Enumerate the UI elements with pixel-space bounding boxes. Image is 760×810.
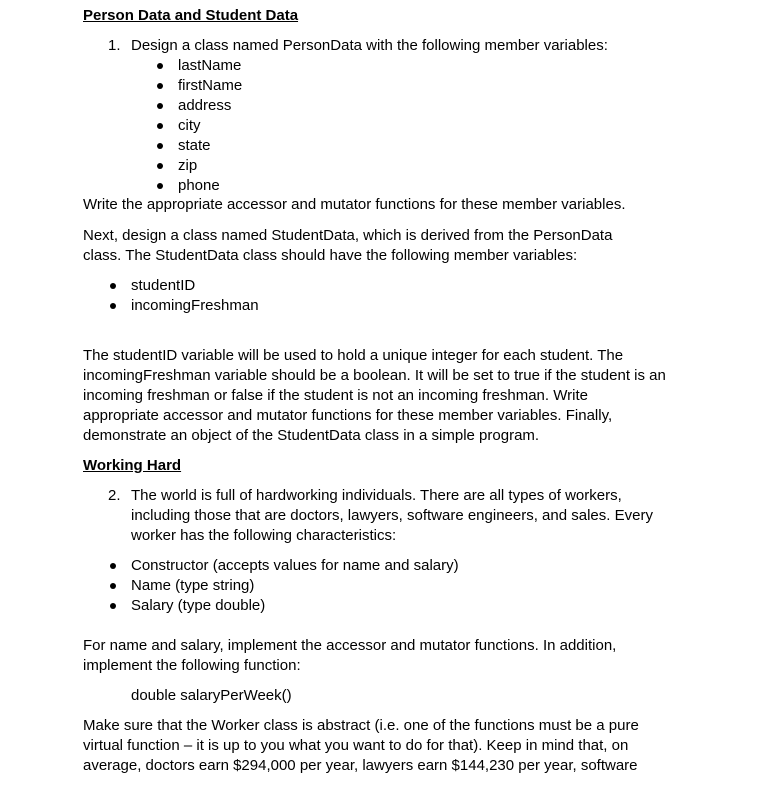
list-item: phone <box>178 177 220 194</box>
list-item: lastName <box>178 57 242 74</box>
paragraph-line: class. The StudentData class should have the following member variables: <box>83 247 578 264</box>
bullet-icon <box>157 123 163 129</box>
section-heading-person-data: Person Data and Student Data <box>83 7 299 24</box>
paragraph-line: Next, design a class named StudentData, which is derived from the PersonData <box>83 227 613 244</box>
bullet-icon <box>157 63 163 69</box>
bullet-icon <box>157 83 163 89</box>
paragraph-line: For name and salary, implement the accessor and mutator functions. In addition, <box>83 637 617 654</box>
paragraph-line: demonstrate an object of the StudentData class in a simple program. <box>83 427 540 444</box>
list-item: zip <box>178 157 198 174</box>
function-signature: double salaryPerWeek() <box>131 687 292 704</box>
bullet-icon <box>110 583 116 589</box>
bullet-icon <box>110 303 116 309</box>
list-item: incomingFreshman <box>131 297 259 314</box>
list-item-text: Design a class named PersonData with the following member variables: <box>131 37 608 54</box>
list-item: Salary (type double) <box>131 597 266 614</box>
list-item-text: including those that are doctors, lawyers, software engineers, and sales. Every <box>131 507 653 524</box>
list-item: city <box>178 117 201 134</box>
paragraph-line: incoming freshman or false if the student is not an incoming freshman. Write <box>83 387 588 404</box>
paragraph-line: virtual function – it is up to you what you want to do for that). Keep in mind that, on <box>83 737 629 754</box>
list-item: Constructor (accepts values for name and salary) <box>131 557 459 574</box>
paragraph-line: Write the appropriate accessor and mutator functions for these member variables. <box>83 196 626 213</box>
list-item: Name (type string) <box>131 577 255 594</box>
list-item: state <box>178 137 211 154</box>
bullet-icon <box>110 563 116 569</box>
bullet-icon <box>110 603 116 609</box>
list-number: 1. <box>108 37 121 54</box>
list-item: studentID <box>131 277 196 294</box>
list-number: 2. <box>108 487 121 504</box>
bullet-icon <box>157 143 163 149</box>
paragraph-line: The studentID variable will be used to hold a unique integer for each student. The <box>83 347 624 364</box>
paragraph-line: incomingFreshman variable should be a boolean. It will be set to true if the student is an <box>83 367 666 384</box>
paragraph-line: appropriate accessor and mutator functions for these member variables. Finally, <box>83 407 613 424</box>
list-item: address <box>178 97 232 114</box>
bullet-icon <box>110 283 116 289</box>
bullet-icon <box>157 163 163 169</box>
list-item-text: The world is full of hardworking individuals. There are all types of workers, <box>131 487 622 504</box>
paragraph-line: average, doctors earn $294,000 per year, lawyers earn $144,230 per year, software <box>83 757 638 774</box>
bullet-icon <box>157 183 163 189</box>
paragraph-line: implement the following function: <box>83 657 301 674</box>
list-item-text: worker has the following characteristics: <box>131 527 397 544</box>
paragraph-line: Make sure that the Worker class is abstract (i.e. one of the functions must be a pure <box>83 717 639 734</box>
section-heading-working-hard: Working Hard <box>83 457 182 474</box>
list-item: firstName <box>178 77 243 94</box>
bullet-icon <box>157 103 163 109</box>
